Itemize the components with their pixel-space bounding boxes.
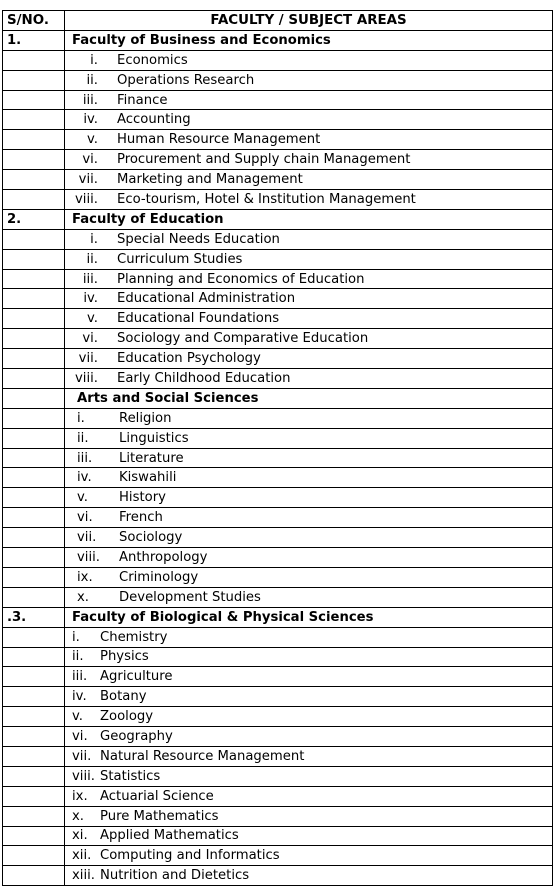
empty-sno-cell: [3, 727, 65, 747]
empty-sno-cell: [3, 508, 65, 528]
subject-row: [3, 508, 553, 528]
subject-cell: [65, 687, 553, 707]
empty-sno-cell: [3, 50, 65, 70]
subject-cell: [65, 647, 553, 667]
subject-row: [3, 329, 553, 349]
subject-numeral: vi.: [77, 510, 93, 526]
subject-row: [3, 786, 553, 806]
subject-row: [3, 727, 553, 747]
subject-numeral: vi.: [82, 152, 98, 168]
section-row: [3, 388, 553, 408]
subject-numeral: i.: [77, 410, 85, 426]
subject-row: [3, 468, 553, 488]
subject-label: Sociology and Comparative Education: [117, 331, 369, 347]
section-number: .3.: [3, 607, 65, 627]
subject-label: Early Childhood Education: [117, 370, 291, 386]
subject-label: Linguistics: [119, 430, 189, 446]
subject-label: Procurement and Supply chain Management: [117, 152, 411, 168]
subject-row: [3, 746, 553, 766]
subject-label: Human Resource Management: [117, 132, 321, 148]
subject-cell: [65, 766, 553, 786]
subject-label: Sociology: [119, 530, 183, 546]
empty-sno-cell: [3, 408, 65, 428]
subject-label: Zoology: [100, 709, 154, 725]
subject-label: Planning and Economics of Education: [117, 271, 365, 287]
section-number: 2.: [3, 209, 65, 229]
subject-cell: [65, 567, 553, 587]
subject-cell: [65, 309, 553, 329]
subject-row: [3, 349, 553, 369]
section-row: [3, 607, 553, 627]
section-row: [3, 209, 553, 229]
subject-cell: [65, 806, 553, 826]
subject-numeral: ix.: [77, 569, 93, 585]
subject-row: [3, 229, 553, 249]
subject-numeral: ii.: [72, 649, 84, 665]
faculty-name: Faculty of Business and Economics: [65, 30, 553, 50]
subject-row: [3, 289, 553, 309]
subject-numeral: vii.: [78, 351, 98, 367]
subject-cell: [65, 548, 553, 568]
subject-cell: [65, 846, 553, 866]
subject-row: [3, 249, 553, 269]
subject-cell: [65, 587, 553, 607]
subject-label: Development Studies: [119, 589, 261, 605]
subject-cell: [65, 170, 553, 190]
subject-cell: [65, 746, 553, 766]
subject-numeral: viii.: [72, 768, 95, 784]
subject-numeral: xi.: [72, 828, 88, 844]
subject-row: [3, 528, 553, 548]
subject-label: Chemistry: [100, 629, 168, 645]
subject-row: [3, 130, 553, 150]
subject-cell: [65, 110, 553, 130]
empty-sno-cell: [3, 130, 65, 150]
empty-sno-cell: [3, 826, 65, 846]
empty-sno-cell: [3, 448, 65, 468]
subject-numeral: iv.: [83, 112, 98, 128]
subject-cell: [65, 329, 553, 349]
empty-sno-cell: [3, 468, 65, 488]
subject-row: [3, 170, 553, 190]
subject-label: Operations Research: [117, 72, 255, 88]
subject-numeral: v.: [87, 132, 98, 148]
subject-row: [3, 826, 553, 846]
subject-label: Applied Mathematics: [100, 828, 239, 844]
empty-sno-cell: [3, 90, 65, 110]
subject-row: [3, 408, 553, 428]
empty-sno-cell: [3, 170, 65, 190]
subject-numeral: iii.: [77, 450, 93, 466]
subject-label: Accounting: [117, 112, 191, 128]
subject-cell: [65, 428, 553, 448]
subject-row: [3, 488, 553, 508]
subject-cell: [65, 70, 553, 90]
subject-label: Physics: [100, 649, 149, 665]
empty-sno-cell: [3, 587, 65, 607]
subject-label: Finance: [117, 92, 168, 108]
empty-sno-cell: [3, 110, 65, 130]
subject-numeral: viii.: [75, 191, 98, 207]
empty-sno-cell: [3, 786, 65, 806]
section-number: 1.: [3, 30, 65, 50]
sno-header: S/NO.: [3, 11, 65, 31]
subject-row: [3, 448, 553, 468]
subject-numeral: iv.: [72, 689, 87, 705]
subject-numeral: vi.: [82, 331, 98, 347]
subject-row: [3, 627, 553, 647]
subject-numeral: viii.: [75, 370, 98, 386]
subject-cell: [65, 528, 553, 548]
subject-row: [3, 707, 553, 727]
subject-numeral: iv.: [77, 470, 92, 486]
subject-numeral: xii.: [72, 848, 92, 864]
subject-cell: [65, 667, 553, 687]
subject-label: Educational Foundations: [117, 311, 280, 327]
empty-sno-cell: [3, 369, 65, 389]
subject-areas-header: FACULTY / SUBJECT AREAS: [65, 11, 553, 31]
subject-numeral: x.: [72, 808, 84, 824]
empty-sno-cell: [3, 309, 65, 329]
section-number: [3, 388, 65, 408]
subject-cell: [65, 249, 553, 269]
subject-numeral: vii.: [78, 172, 98, 188]
empty-sno-cell: [3, 687, 65, 707]
subject-row: [3, 567, 553, 587]
empty-sno-cell: [3, 707, 65, 727]
subject-numeral: x.: [77, 589, 89, 605]
subject-cell: [65, 349, 553, 369]
subject-row: [3, 309, 553, 329]
subject-label: Criminology: [119, 569, 199, 585]
empty-sno-cell: [3, 647, 65, 667]
subject-numeral: ii.: [86, 251, 98, 267]
subject-cell: [65, 50, 553, 70]
subject-cell: [65, 130, 553, 150]
empty-sno-cell: [3, 667, 65, 687]
empty-sno-cell: [3, 190, 65, 210]
empty-sno-cell: [3, 329, 65, 349]
subject-label: Eco-tourism, Hotel & Institution Management: [117, 191, 416, 207]
subject-row: [3, 190, 553, 210]
empty-sno-cell: [3, 846, 65, 866]
empty-sno-cell: [3, 746, 65, 766]
subject-label: Statistics: [100, 768, 161, 784]
subject-cell: [65, 468, 553, 488]
subject-cell: [65, 826, 553, 846]
subject-row: [3, 70, 553, 90]
subject-cell: [65, 269, 553, 289]
subject-label: Economics: [117, 52, 188, 68]
empty-sno-cell: [3, 428, 65, 448]
subject-cell: [65, 707, 553, 727]
section-row: [3, 30, 553, 50]
subject-row: [3, 50, 553, 70]
empty-sno-cell: [3, 528, 65, 548]
subject-numeral: iii.: [72, 669, 88, 685]
subject-cell: [65, 448, 553, 468]
subject-cell: [65, 408, 553, 428]
subject-cell: [65, 866, 553, 886]
subject-label: Education Psychology: [117, 351, 261, 367]
subject-label: Curriculum Studies: [117, 251, 243, 267]
subject-numeral: i.: [90, 52, 98, 68]
subject-label: Educational Administration: [117, 291, 296, 307]
empty-sno-cell: [3, 766, 65, 786]
subject-row: [3, 548, 553, 568]
empty-sno-cell: [3, 806, 65, 826]
subject-numeral: ii.: [86, 72, 98, 88]
empty-sno-cell: [3, 548, 65, 568]
subject-row: [3, 428, 553, 448]
subject-label: Computing and Informatics: [100, 848, 280, 864]
subject-numeral: iii.: [82, 92, 98, 108]
subject-label: Special Needs Education: [117, 231, 280, 247]
subject-numeral: vii.: [72, 748, 92, 764]
subject-numeral: i.: [90, 231, 98, 247]
subject-numeral: ix.: [72, 788, 88, 804]
subject-label: Natural Resource Management: [100, 748, 305, 764]
empty-sno-cell: [3, 70, 65, 90]
empty-sno-cell: [3, 269, 65, 289]
subject-row: [3, 806, 553, 826]
subject-row: [3, 369, 553, 389]
empty-sno-cell: [3, 349, 65, 369]
subject-label: Nutrition and Dietetics: [100, 868, 250, 884]
subject-numeral: i.: [72, 629, 80, 645]
header-row: [3, 11, 553, 31]
subject-numeral: iv.: [83, 291, 98, 307]
subject-label: Agriculture: [100, 669, 173, 685]
subject-row: [3, 846, 553, 866]
empty-sno-cell: [3, 150, 65, 170]
subject-numeral: vii.: [77, 530, 97, 546]
empty-sno-cell: [3, 249, 65, 269]
subject-numeral: ii.: [77, 430, 89, 446]
subject-cell: [65, 150, 553, 170]
subject-label: Actuarial Science: [100, 788, 214, 804]
subject-label: Kiswahili: [119, 470, 177, 486]
empty-sno-cell: [3, 627, 65, 647]
subject-cell: [65, 488, 553, 508]
subject-row: [3, 269, 553, 289]
subject-cell: [65, 508, 553, 528]
subject-label: Religion: [119, 410, 172, 426]
subject-cell: [65, 90, 553, 110]
subject-label: Marketing and Management: [117, 172, 303, 188]
subject-numeral: iii.: [82, 271, 98, 287]
empty-sno-cell: [3, 488, 65, 508]
subject-numeral: vi.: [72, 729, 88, 744]
subject-label: Pure Mathematics: [100, 808, 219, 824]
empty-sno-cell: [3, 866, 65, 886]
subject-numeral: v.: [77, 490, 88, 506]
faculty-name: Arts and Social Sciences: [65, 388, 553, 408]
subject-label: Literature: [119, 450, 184, 466]
subject-label: Geography: [100, 729, 173, 744]
subject-row: [3, 587, 553, 607]
empty-sno-cell: [3, 567, 65, 587]
subject-cell: [65, 627, 553, 647]
subject-label: Botany: [100, 689, 147, 705]
subject-row: [3, 647, 553, 667]
subject-cell: [65, 190, 553, 210]
subject-label: History: [119, 490, 166, 506]
subject-numeral: viii.: [77, 549, 100, 565]
faculty-subject-table: [2, 10, 553, 886]
subject-cell: [65, 727, 553, 747]
subject-numeral: v.: [72, 709, 83, 725]
subject-row: [3, 687, 553, 707]
subject-row: [3, 90, 553, 110]
faculty-name: Faculty of Biological & Physical Sciences: [65, 607, 553, 627]
table-body: [3, 30, 553, 885]
subject-label: Anthropology: [119, 549, 208, 565]
faculty-name: Faculty of Education: [65, 209, 553, 229]
subject-cell: [65, 786, 553, 806]
subject-row: [3, 866, 553, 886]
subject-row: [3, 766, 553, 786]
subject-row: [3, 110, 553, 130]
subject-cell: [65, 229, 553, 249]
subject-numeral: v.: [87, 311, 98, 327]
empty-sno-cell: [3, 289, 65, 309]
subject-row: [3, 667, 553, 687]
empty-sno-cell: [3, 229, 65, 249]
subject-cell: [65, 289, 553, 309]
subject-cell: [65, 369, 553, 389]
subject-label: French: [119, 510, 163, 526]
subject-numeral: xiii.: [72, 868, 95, 884]
subject-row: [3, 150, 553, 170]
